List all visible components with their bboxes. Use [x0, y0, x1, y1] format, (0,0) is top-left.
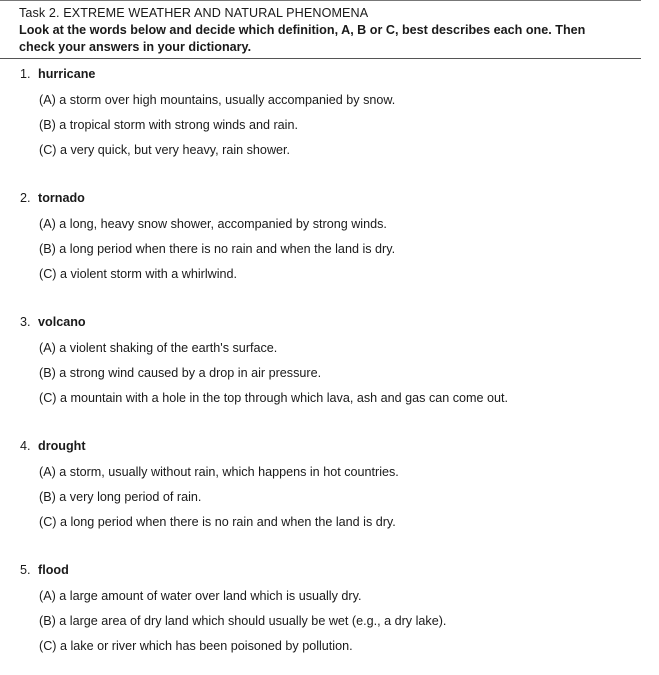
option-c: (C) a violent storm with a whirlwind. — [39, 267, 238, 281]
question-heading — [20, 188, 85, 208]
task-title: Task 2. EXTREME WEATHER AND NATURAL PHENOMENA — [19, 6, 369, 20]
question-heading — [20, 64, 95, 84]
question-word: flood — [38, 563, 69, 577]
task-header — [19, 5, 649, 56]
option-c: (C) a long period when there is no rain and when the land is dry. — [39, 515, 396, 529]
question-heading — [20, 560, 69, 580]
option-c: (C) a mountain with a hole in the top through which lava, ash and gas can come out. — [39, 391, 509, 405]
question-number: 4. — [20, 439, 31, 453]
question-word: volcano — [38, 315, 86, 329]
question-number: 2. — [20, 191, 31, 205]
option-a: (A) a violent shaking of the earth's surface. — [39, 341, 278, 355]
option-a: (A) a long, heavy snow shower, accompanied by strong winds. — [39, 217, 387, 231]
question-number: 5. — [20, 563, 31, 577]
option-b: (B) a large area of dry land which should usually be wet (e.g., a dry lake). — [39, 614, 447, 628]
header-divider — [0, 58, 641, 59]
option-a: (A) a storm over high mountains, usually accompanied by snow. — [39, 93, 396, 107]
question-number: 1. — [20, 67, 31, 81]
option-a: (A) a storm, usually without rain, which happens in hot countries. — [39, 465, 399, 479]
option-a: (A) a large amount of water over land which is usually dry. — [39, 589, 362, 603]
option-b: (B) a tropical storm with strong winds and rain. — [39, 118, 298, 132]
option-b: (B) a long period when there is no rain and when the land is dry. — [39, 242, 396, 256]
task-instructions — [19, 22, 649, 56]
option-c: (C) a very quick, but very heavy, rain shower. — [39, 143, 291, 157]
question-number: 3. — [20, 315, 31, 329]
top-rule — [0, 0, 641, 1]
option-c: (C) a lake or river which has been poisoned by pollution. — [39, 639, 353, 653]
option-b: (B) a very long period of rain. — [39, 490, 202, 504]
instructions-line-1: Look at the words below and decide which definition, A, B or C, best describes each one. Then — [19, 23, 586, 37]
question-heading — [20, 312, 86, 332]
question-heading — [20, 436, 86, 456]
question-word: drought — [38, 439, 86, 453]
option-b: (B) a strong wind caused by a drop in air pressure. — [39, 366, 322, 380]
instructions-line-2: check your answers in your dictionary. — [19, 40, 252, 54]
question-word: hurricane — [38, 67, 96, 81]
question-word: tornado — [38, 191, 85, 205]
